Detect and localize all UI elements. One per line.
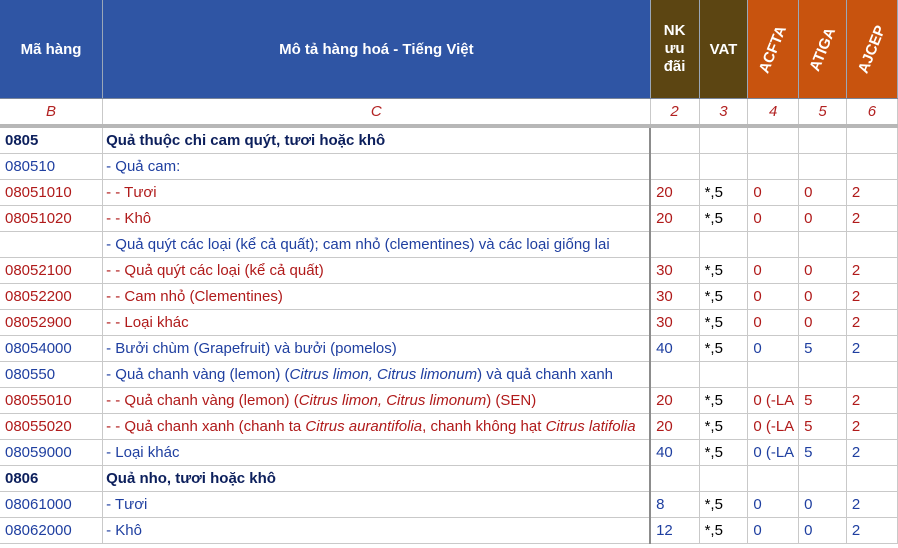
ajcep-cell[interactable]: 2 (846, 310, 897, 336)
description-text: - Tươi (106, 496, 148, 513)
description-text: - Khô (106, 522, 142, 539)
description-cell[interactable] (103, 180, 650, 206)
ajcep-cell[interactable]: 2 (846, 414, 897, 440)
table-row (0, 180, 898, 206)
nk-cell[interactable]: 12 (650, 518, 699, 544)
vat-cell[interactable] (699, 126, 748, 154)
atiga-cell[interactable]: 5 (799, 440, 847, 466)
atiga-cell[interactable]: 0 (799, 518, 847, 544)
description-text: Citrus latifolia (545, 418, 636, 435)
atiga-cell[interactable] (799, 126, 847, 154)
description-text: - Quả cam: (106, 158, 181, 175)
code-cell[interactable]: 080510 (0, 154, 103, 180)
vat-cell[interactable] (699, 154, 748, 180)
header-atiga[interactable] (799, 0, 847, 99)
header-atiga-label: ATIGA (806, 24, 839, 74)
code-cell[interactable]: 08052200 (0, 284, 103, 310)
table-row (0, 310, 898, 336)
column-letter-b: B (0, 99, 103, 127)
ajcep-cell[interactable] (846, 232, 897, 258)
acfta-cell[interactable]: 0 (-LA (748, 440, 799, 466)
description-cell[interactable] (103, 466, 650, 492)
description-text: Citrus aurantifolia (305, 418, 423, 435)
atiga-cell[interactable]: 5 (799, 388, 847, 414)
description-text: Quả thuộc chi cam quýt, tươi hoặc khô (106, 132, 386, 149)
acfta-cell[interactable]: 0 (-LA (748, 414, 799, 440)
header-code[interactable]: Mã hàng (0, 0, 103, 99)
ajcep-cell[interactable]: 2 (846, 440, 897, 466)
table-row (0, 154, 898, 180)
description-text: - Quả quýt các loại (kể cả quất); cam nhỏ (clementines) và các loại giống lai (106, 236, 610, 253)
nk-cell[interactable]: 20 (650, 206, 699, 232)
nk-cell[interactable]: 40 (650, 336, 699, 362)
code-cell[interactable]: 0806 (0, 466, 103, 492)
nk-cell[interactable]: 8 (650, 492, 699, 518)
table-row (0, 440, 898, 466)
column-letter-row (0, 99, 898, 127)
ajcep-cell[interactable]: 2 (846, 518, 897, 544)
description-text: Citrus limon, Citrus limonum (298, 392, 487, 409)
atiga-cell[interactable]: 0 (799, 206, 847, 232)
table-row (0, 206, 898, 232)
description-cell[interactable] (103, 258, 650, 284)
code-cell[interactable]: 08059000 (0, 440, 103, 466)
description-cell[interactable] (103, 518, 650, 544)
table-row (0, 284, 898, 310)
description-text: - Loại khác (106, 444, 180, 461)
atiga-cell[interactable]: 0 (799, 258, 847, 284)
atiga-cell[interactable] (799, 466, 847, 492)
table-row (0, 258, 898, 284)
nk-cell[interactable] (650, 232, 699, 258)
acfta-cell[interactable]: 0 (748, 492, 799, 518)
vat-cell[interactable]: *,5 (699, 518, 748, 544)
code-cell[interactable] (0, 232, 103, 258)
description-text: - - Cam nhỏ (Clementines) (106, 288, 283, 305)
description-text: - - Khô (106, 210, 152, 227)
nk-cell[interactable]: 30 (650, 258, 699, 284)
description-text: Quả nho, tươi hoặc khô (106, 470, 276, 487)
table-body (0, 126, 898, 544)
ajcep-cell[interactable] (846, 466, 897, 492)
column-letter-3: 3 (699, 99, 748, 127)
vat-cell[interactable]: *,5 (699, 440, 748, 466)
atiga-cell[interactable]: 0 (799, 180, 847, 206)
description-cell[interactable] (103, 232, 650, 258)
acfta-cell[interactable] (748, 362, 799, 388)
column-letter-4: 4 (748, 99, 799, 127)
vat-cell[interactable]: *,5 (699, 414, 748, 440)
column-letter-6: 6 (846, 99, 897, 127)
description-text: - - Quả chanh vàng (lemon) ( (106, 392, 299, 409)
description-text: ) và quả chanh xanh (477, 366, 614, 383)
nk-cell[interactable]: 40 (650, 440, 699, 466)
nk-cell[interactable]: 20 (650, 180, 699, 206)
vat-cell[interactable] (699, 466, 748, 492)
ajcep-cell[interactable]: 2 (846, 336, 897, 362)
table-row (0, 466, 898, 492)
table-row (0, 492, 898, 518)
column-letter-c: C (103, 99, 650, 127)
code-cell[interactable]: 08052100 (0, 258, 103, 284)
column-letter-2: 2 (650, 99, 699, 127)
vat-cell[interactable]: *,5 (699, 388, 748, 414)
table-row (0, 232, 898, 258)
vat-cell[interactable]: *,5 (699, 492, 748, 518)
description-text: - - Quả quýt các loại (kể cả quất) (106, 262, 324, 279)
acfta-cell[interactable]: 0 (748, 284, 799, 310)
table-row (0, 336, 898, 362)
vat-cell[interactable]: *,5 (699, 206, 748, 232)
ajcep-cell[interactable] (846, 154, 897, 180)
description-text: - Quả chanh vàng (lemon) ( (106, 366, 290, 383)
nk-cell[interactable] (650, 126, 699, 154)
code-cell[interactable]: 08051010 (0, 180, 103, 206)
table-row (0, 126, 898, 154)
header-nk[interactable] (650, 0, 699, 99)
description-text: - - Quả chanh xanh (chanh ta (106, 418, 306, 435)
code-cell[interactable]: 08062000 (0, 518, 103, 544)
table-row (0, 414, 898, 440)
vat-cell[interactable]: *,5 (699, 284, 748, 310)
description-text: Citrus limon, Citrus limonum (289, 366, 478, 383)
code-cell[interactable]: 08051020 (0, 206, 103, 232)
atiga-cell[interactable] (799, 154, 847, 180)
code-cell[interactable]: 08052900 (0, 310, 103, 336)
acfta-cell[interactable]: 0 (748, 258, 799, 284)
acfta-cell[interactable]: 0 (748, 180, 799, 206)
nk-cell[interactable] (650, 466, 699, 492)
acfta-cell[interactable] (748, 126, 799, 154)
description-cell[interactable] (103, 388, 650, 414)
table-row (0, 388, 898, 414)
acfta-cell[interactable]: 0 (748, 518, 799, 544)
header-row (0, 0, 898, 99)
description-cell[interactable] (103, 440, 650, 466)
atiga-cell[interactable] (799, 232, 847, 258)
nk-cell[interactable] (650, 154, 699, 180)
atiga-cell[interactable]: 0 (799, 284, 847, 310)
nk-cell[interactable]: 30 (650, 284, 699, 310)
header-ajcep-label: AJCEP (854, 22, 890, 76)
ajcep-cell[interactable] (846, 126, 897, 154)
nk-cell[interactable]: 20 (650, 414, 699, 440)
code-cell[interactable]: 080550 (0, 362, 103, 388)
vat-cell[interactable]: *,5 (699, 258, 748, 284)
header-vat[interactable]: VAT (699, 0, 748, 99)
ajcep-cell[interactable]: 2 (846, 284, 897, 310)
acfta-cell[interactable] (748, 466, 799, 492)
vat-cell[interactable] (699, 232, 748, 258)
description-cell[interactable] (103, 310, 650, 336)
code-cell[interactable]: 08054000 (0, 336, 103, 362)
code-cell[interactable]: 08055010 (0, 388, 103, 414)
ajcep-cell[interactable]: 2 (846, 258, 897, 284)
acfta-cell[interactable]: 0 (-LA (748, 388, 799, 414)
vat-cell[interactable]: *,5 (699, 310, 748, 336)
description-cell[interactable] (103, 492, 650, 518)
atiga-cell[interactable]: 5 (799, 414, 847, 440)
header-acfta[interactable] (748, 0, 799, 99)
header-description[interactable]: Mô tả hàng hoá - Tiếng Việt (103, 0, 650, 99)
header-acfta-label: ACFTA (756, 22, 791, 76)
ajcep-cell[interactable]: 2 (846, 388, 897, 414)
header-nk-label: NK ưu đãi (663, 22, 686, 75)
atiga-cell[interactable]: 0 (799, 310, 847, 336)
acfta-cell[interactable] (748, 154, 799, 180)
acfta-cell[interactable] (748, 232, 799, 258)
description-cell[interactable] (103, 362, 650, 388)
description-cell[interactable] (103, 284, 650, 310)
table-row (0, 518, 898, 544)
ajcep-cell[interactable]: 2 (846, 492, 897, 518)
description-cell[interactable] (103, 206, 650, 232)
description-cell[interactable] (103, 336, 650, 362)
vat-cell[interactable] (699, 362, 748, 388)
description-cell[interactable] (103, 154, 650, 180)
code-cell[interactable]: 08061000 (0, 492, 103, 518)
acfta-cell[interactable]: 0 (748, 206, 799, 232)
vat-cell[interactable]: *,5 (699, 336, 748, 362)
atiga-cell[interactable]: 0 (799, 492, 847, 518)
header-ajcep[interactable] (846, 0, 897, 99)
ajcep-cell[interactable]: 2 (846, 180, 897, 206)
description-text: - Bưởi chùm (Grapefruit) và bưởi (pomelos) (106, 340, 397, 357)
code-cell[interactable]: 0805 (0, 126, 103, 154)
atiga-cell[interactable] (799, 362, 847, 388)
code-cell[interactable]: 08055020 (0, 414, 103, 440)
vat-cell[interactable]: *,5 (699, 180, 748, 206)
atiga-cell[interactable]: 5 (799, 336, 847, 362)
table-row (0, 362, 898, 388)
nk-cell[interactable]: 20 (650, 388, 699, 414)
nk-cell[interactable]: 30 (650, 310, 699, 336)
ajcep-cell[interactable]: 2 (846, 206, 897, 232)
acfta-cell[interactable]: 0 (748, 336, 799, 362)
nk-cell[interactable] (650, 362, 699, 388)
description-text: - - Loại khác (106, 314, 189, 331)
description-cell[interactable] (103, 414, 650, 440)
description-text: , chanh không hạt (422, 418, 546, 435)
description-text: - - Tươi (106, 184, 157, 201)
acfta-cell[interactable]: 0 (748, 310, 799, 336)
description-cell[interactable] (103, 126, 650, 154)
column-letter-5: 5 (799, 99, 847, 127)
description-text: ) (SEN) (486, 392, 537, 409)
ajcep-cell[interactable] (846, 362, 897, 388)
